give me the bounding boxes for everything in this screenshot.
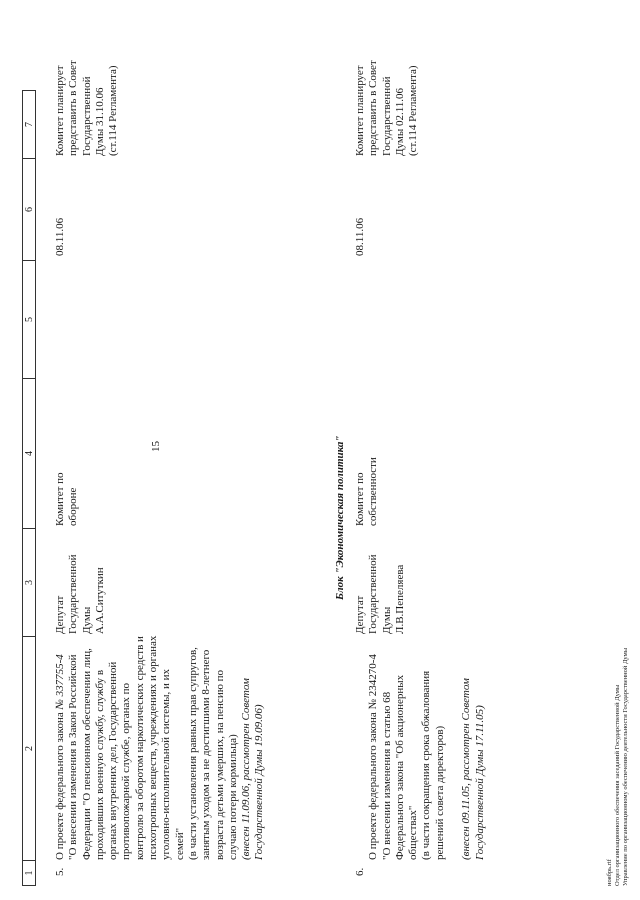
footer-directorate: Управление по организационному обеспечению деятельности Государственной Думы [622,647,629,886]
header-col-6: 6 [22,158,36,260]
header-col-4: 4 [22,378,36,528]
block-title: Блок "Экономическая политика" [334,435,346,600]
row-5-date: 08.11.06 [54,217,66,256]
header-col-5: 5 [22,260,36,378]
row-6-date: 08.11.06 [354,217,366,256]
row-5-author: Депутат Государственной Думы А.А.Ситуткин [54,554,106,634]
header-col-1: 1 [22,860,36,886]
row-5-status: (внесен 11.09.06, рассмотрен Советом Государственной Думы 19.09.06) [240,678,266,860]
row-6-number: 6. [354,867,366,876]
row-6-committee: Комитет по собственности [354,457,380,526]
footer-department: Отдел организационного обеспечения заседаний Государственной Думы [614,684,621,886]
row-6-title: О проекте федерального закона № 234270-4 "О внесении изменения в статью 68 Федерального закона "Об акционерных обществах" (в части сокращения срока обжалования решений совета директоров) (внесен 09.11.05, рассмотрен Советом Государственной Думы 17.11.05) [354,634,500,860]
row-5-number: 5. [54,867,66,876]
header-col-2: 2 [22,636,36,860]
header-col-7: 7 [22,90,36,158]
row-6-action: Комитет планирует представить в Совет Государственной Думы 02.11.06 (ст.114 Регламента) [354,60,420,156]
row-5-action: Комитет планирует представить в Совет Государственной Думы 31.10.06 (ст.114 Регламента) [54,60,120,156]
row-6-status: (внесен 09.11.05, рассмотрен Советом Государственной Думы 17.11.05) [460,678,486,860]
row-6-author: Депутат Государственной Думы Л.В.Пепеляева [354,554,406,634]
row-5-title: О проекте федерального закона № 337755-4 "О внесении изменения в Закон Российской Федерации "О пенсионном обеспечении лиц, проходивших военную службу, службу в органах внутренних дел, Государственной противопожарной службе, органах по контролю за оборотом наркотических средств и психотропных веществ, учреждениях и органах уголовно-исполнительной системы, и их семей" (в части установления равных прав супругов, занятым уходом за не достигшими 8-летнего возраста детьми умерших, на пенсию по случаю потери кормильца) (внесен 11.09.06, рассмотрен Советом Государственной Думы 19.09.06) [54,635,266,860]
header-col-3: 3 [22,528,36,636]
page-number: 15 [150,441,162,452]
row-5-committee: Комитет по обороне [54,472,80,526]
footer-file: ноябрь.rtf [606,859,613,886]
